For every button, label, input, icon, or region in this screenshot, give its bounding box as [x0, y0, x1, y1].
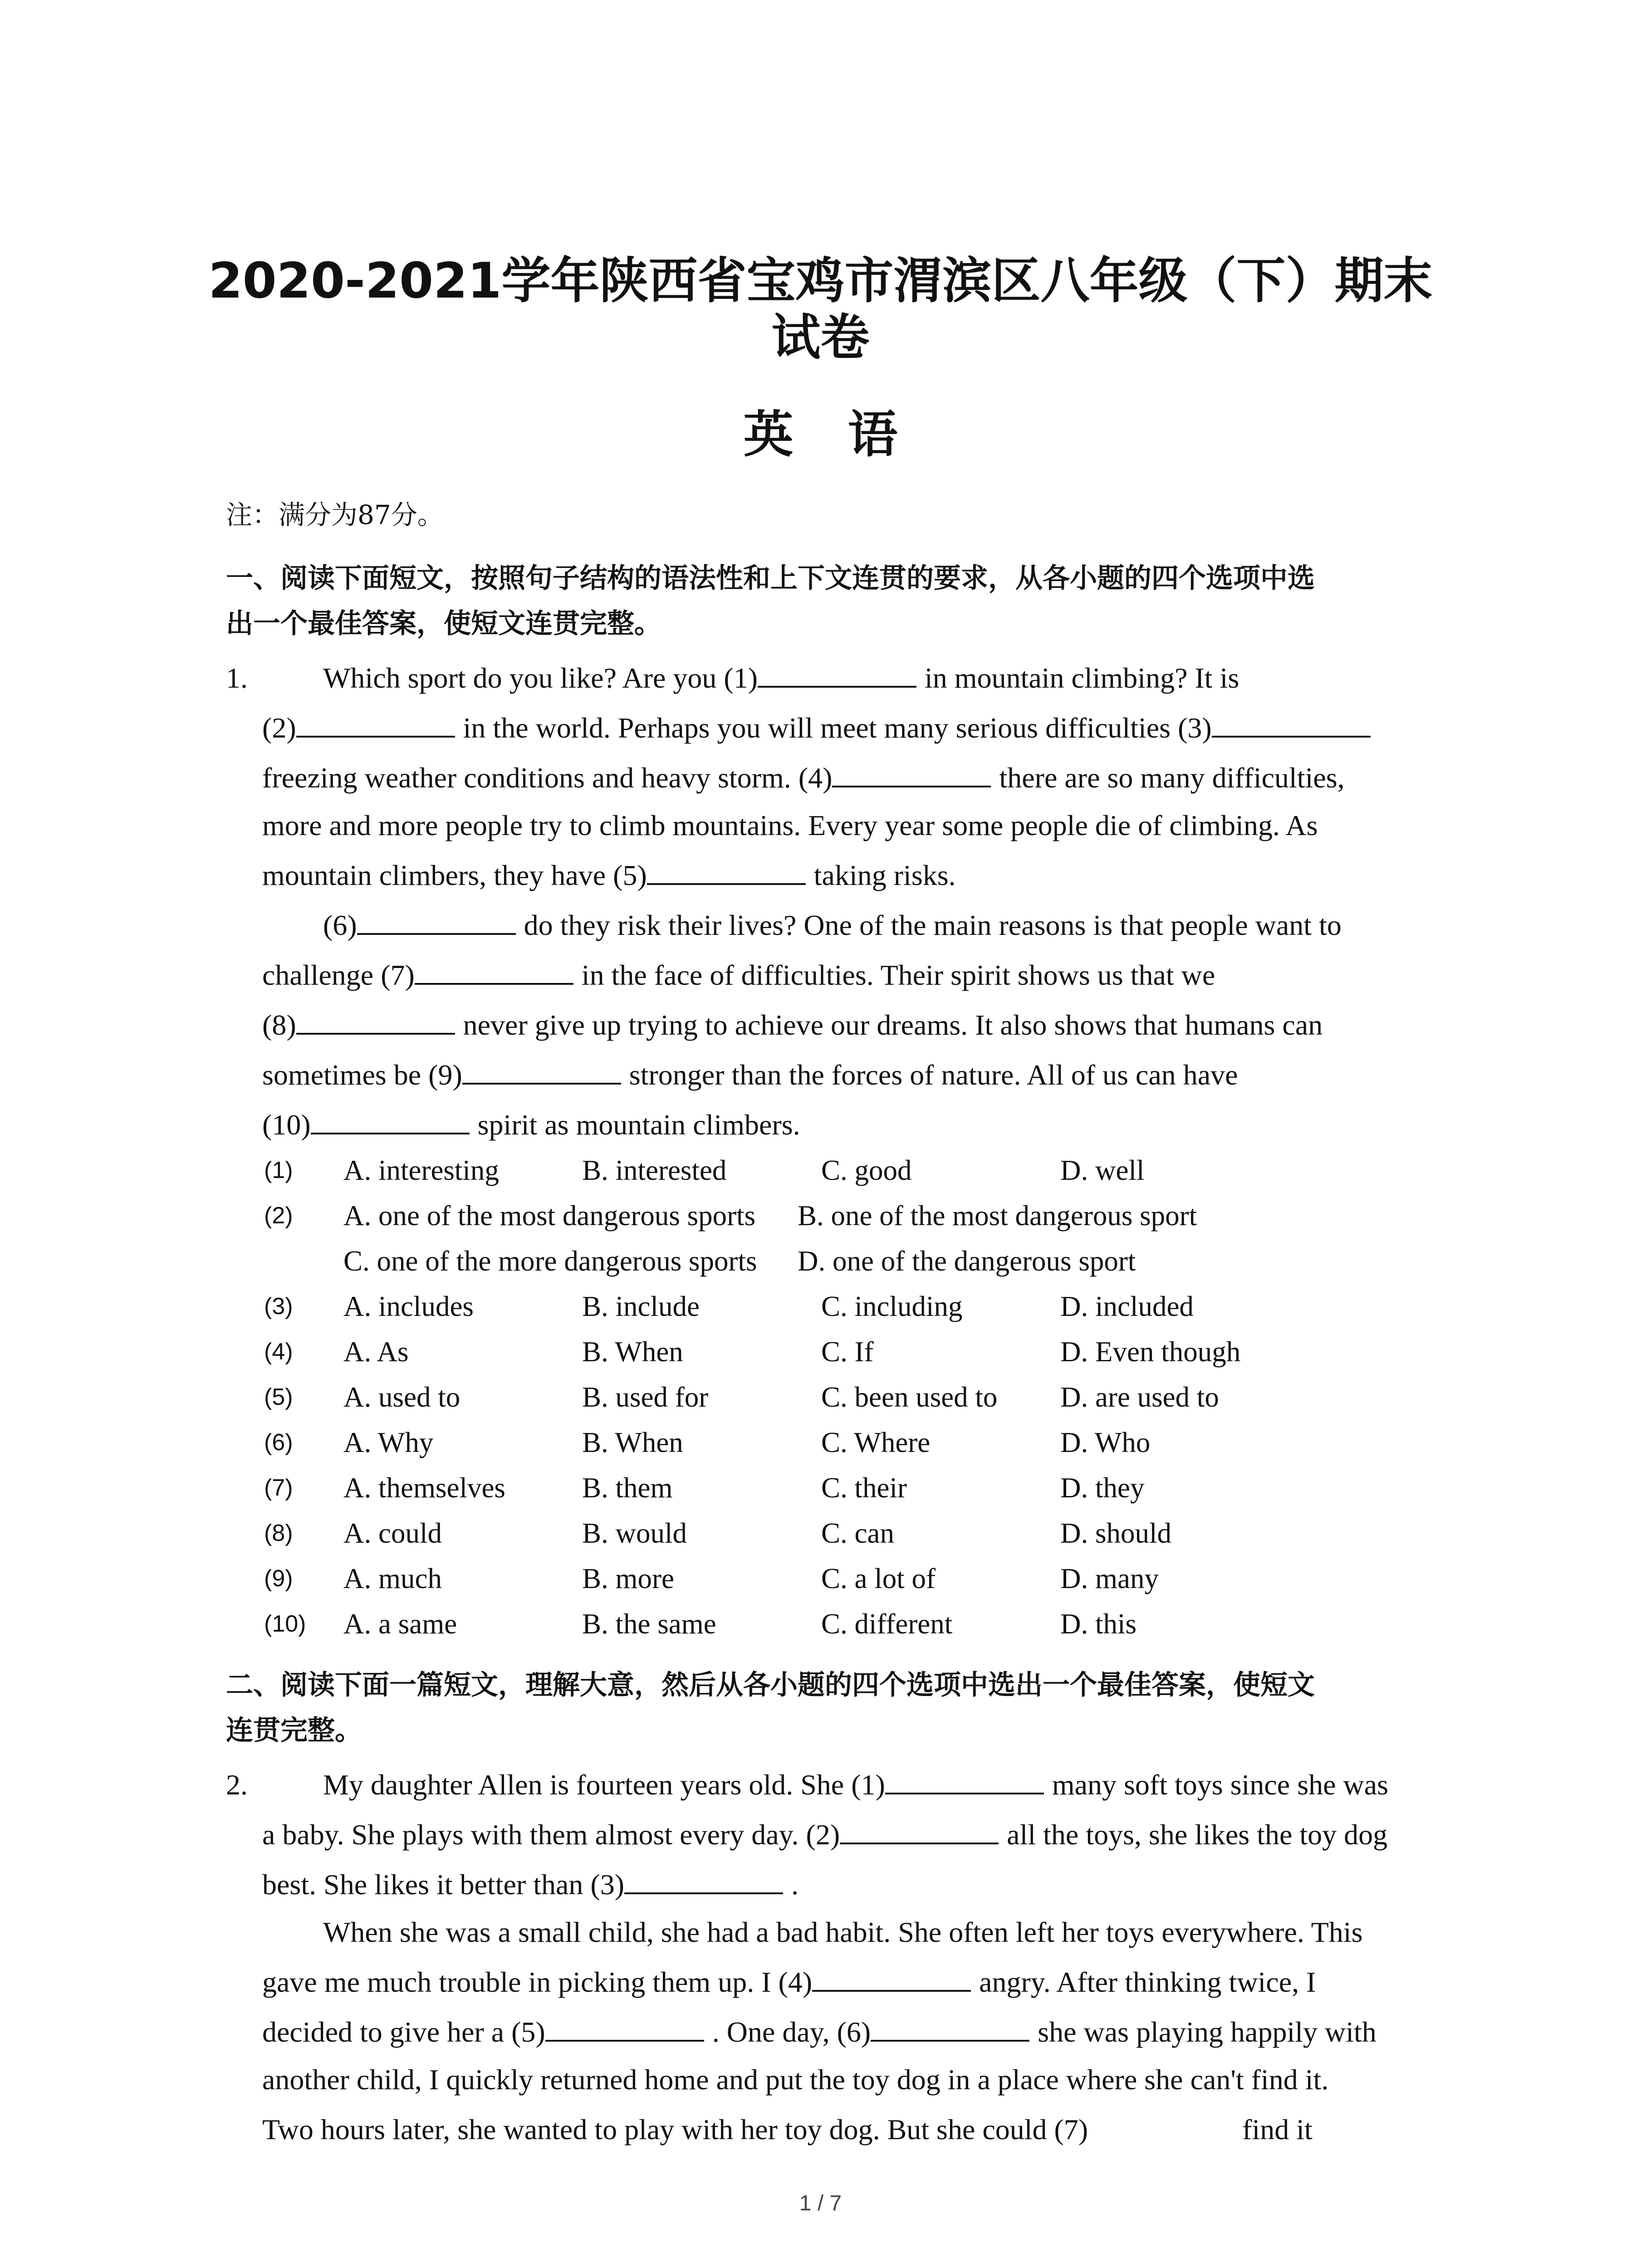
answer-blank — [311, 1107, 470, 1134]
section1-heading-line2: 出一个最佳答案，使短文连贯完整。 — [226, 608, 661, 640]
option-d: D. should — [1060, 1517, 1172, 1549]
section2-heading-line2: 连贯完整。 — [226, 1715, 362, 1746]
passage-line — [262, 1860, 798, 1910]
option-d: D. one of the dangerous sport — [798, 1245, 1136, 1277]
answer-blank — [624, 1867, 783, 1894]
option-d: D. Even though — [1060, 1336, 1241, 1368]
answer-blank — [357, 908, 516, 935]
passage-text: mountain climbers, they have (5) — [262, 859, 647, 891]
passage-line: more and more people try to climb mountains. Every year some people die of climbing. As — [262, 809, 1318, 841]
option-b: B. more — [582, 1563, 674, 1594]
passage-line — [262, 2007, 1376, 2057]
passage-text: gave me much trouble in picking them up. I (4) — [262, 1966, 813, 1998]
score-note: 注：满分为87分。 — [226, 499, 444, 530]
section2-heading-line1: 二、阅读下面一篇短文，理解大意，然后从各小题的四个选项中选出一个最佳答案，使短文 — [226, 1669, 1315, 1701]
passage-line: another child, I quickly returned home and put the toy dog in a place where she can't find it. — [262, 2063, 1329, 2096]
option-number: (10) — [264, 1611, 306, 1637]
passage-line — [323, 900, 1342, 950]
option-number: (5) — [264, 1384, 293, 1410]
answer-blank — [758, 660, 916, 688]
passage-text: best. She likes it better than (3) — [262, 1868, 625, 1901]
passage-line — [262, 703, 1379, 753]
option-b: B. When — [582, 1427, 683, 1458]
option-c: C. Where — [821, 1427, 931, 1458]
option-c: C. different — [821, 1608, 953, 1640]
passage-text: spirit as mountain climbers. — [477, 1109, 800, 1141]
option-a: A. a same — [343, 1608, 457, 1640]
passage-line — [262, 850, 956, 900]
passage-text: (10) — [262, 1109, 311, 1141]
question-number: 2. — [226, 1769, 248, 1801]
passage-line — [262, 1957, 1316, 2007]
passage-text: in the face of difficulties. Their spirit shows us that we — [581, 959, 1215, 991]
passage-text: (8) — [262, 1009, 296, 1041]
passage-line — [262, 950, 1215, 1000]
answer-blank — [840, 1817, 999, 1844]
passage-text: Two hours later, she wanted to play with her toy dog. But she could (7) — [262, 2113, 1088, 2146]
option-a: A. interesting — [343, 1154, 499, 1186]
option-b: B. the same — [582, 1608, 716, 1640]
option-c: C. a lot of — [821, 1563, 936, 1594]
option-number: (7) — [264, 1475, 293, 1501]
option-b: B. would — [582, 1517, 687, 1549]
passage-text: in mountain climbing? It is — [925, 662, 1239, 694]
option-a: A. includes — [343, 1290, 474, 1322]
exam-title-line1: 2020-2021学年陕西省宝鸡市渭滨区八年级（下）期末 — [208, 253, 1433, 309]
section1-heading-line1: 一、阅读下面短文，按照句子结构的语法性和上下文连贯的要求，从各小题的四个选项中选 — [226, 562, 1315, 594]
option-a: A. one of the most dangerous sports — [343, 1200, 756, 1232]
answer-blank — [832, 760, 991, 787]
passage-text: freezing weather conditions and heavy storm. (4) — [262, 762, 833, 794]
option-number: (4) — [264, 1339, 293, 1365]
option-b: B. used for — [582, 1381, 709, 1413]
passage-text: stronger than the forces of nature. All of us can have — [629, 1059, 1238, 1091]
option-a: A. Why — [343, 1427, 434, 1458]
option-d: D. are used to — [1060, 1381, 1219, 1413]
passage-line — [323, 1760, 1388, 1810]
option-d: D. well — [1060, 1154, 1145, 1186]
passage-line — [323, 653, 1239, 703]
option-c: C. one of the more dangerous sports — [343, 1245, 757, 1277]
option-a: A. themselves — [343, 1472, 505, 1504]
option-d: D. included — [1060, 1290, 1194, 1322]
answer-blank — [296, 710, 455, 738]
option-number: (6) — [264, 1429, 293, 1456]
passage-text: Which sport do you like? Are you (1) — [323, 662, 758, 694]
subject-heading: 英语 — [743, 405, 952, 464]
option-c: C. including — [821, 1290, 963, 1322]
passage-text: challenge (7) — [262, 959, 415, 991]
passage-text: (6) — [323, 909, 357, 941]
option-b: B. one of the most dangerous sport — [798, 1200, 1197, 1232]
answer-blank — [871, 2014, 1029, 2042]
option-b: B. When — [582, 1336, 683, 1368]
option-c: C. If — [821, 1336, 874, 1368]
passage-text: . One day, (6) — [712, 2016, 871, 2048]
passage-line — [262, 1050, 1238, 1100]
option-d: D. many — [1060, 1563, 1159, 1594]
option-c: C. good — [821, 1154, 912, 1186]
passage-text: angry. After thinking twice, I — [979, 1966, 1316, 1998]
passage-text: never give up trying to achieve our dreams. It also shows that humans can — [463, 1009, 1323, 1041]
page-number: 1 / 7 — [799, 2191, 842, 2215]
passage-text: find it — [1242, 2113, 1313, 2146]
passage-text: all the toys, she likes the toy dog — [1007, 1818, 1388, 1851]
answer-blank — [415, 958, 573, 985]
option-d: D. Who — [1060, 1427, 1151, 1458]
passage-text: many soft toys since she was — [1052, 1769, 1389, 1801]
passage-line — [262, 1000, 1323, 1050]
passage-text: sometimes be (9) — [262, 1059, 462, 1091]
answer-blank — [885, 1767, 1044, 1794]
option-number: (2) — [264, 1202, 293, 1229]
question-number: 1. — [226, 662, 248, 694]
option-c: C. been used to — [821, 1381, 998, 1413]
passage-text: she was playing happily with — [1038, 2016, 1376, 2048]
passage-text: (2) — [262, 712, 296, 744]
passage-text: . — [791, 1868, 799, 1901]
option-d: D. they — [1060, 1472, 1145, 1504]
option-c: C. can — [821, 1517, 894, 1549]
passage-text: there are so many difficulties, — [999, 762, 1345, 794]
option-b: B. include — [582, 1290, 700, 1322]
option-a: A. much — [343, 1563, 442, 1594]
answer-blank — [647, 858, 806, 885]
passage-line — [262, 1810, 1387, 1860]
answer-blank — [812, 1965, 971, 1992]
passage-line — [262, 2105, 1313, 2155]
option-number: (3) — [264, 1293, 293, 1320]
option-c: C. their — [821, 1472, 907, 1504]
option-a: A. used to — [343, 1381, 460, 1413]
passage-line: When she was a small child, she had a bad habit. She often left her toys everywhere. This — [323, 1916, 1363, 1948]
option-a: A. could — [343, 1517, 442, 1549]
passage-line — [262, 753, 1345, 803]
option-b: B. them — [582, 1472, 673, 1504]
passage-text: My daughter Allen is fourteen years old. She (1) — [323, 1769, 885, 1801]
option-number: (1) — [264, 1157, 293, 1183]
answer-blank — [462, 1057, 621, 1085]
passage-text: taking risks. — [813, 859, 956, 891]
option-number: (9) — [264, 1565, 293, 1592]
option-number: (8) — [264, 1520, 293, 1546]
answer-blank — [545, 2014, 704, 2042]
answer-blank — [1212, 710, 1371, 738]
passage-text: do they risk their lives? One of the main reasons is that people want to — [524, 909, 1342, 941]
exam-title-line2: 试卷 — [771, 309, 870, 366]
option-b: B. interested — [582, 1154, 727, 1186]
passage-text: in the world. Perhaps you will meet many serious difficulties (3) — [463, 712, 1212, 744]
option-d: D. this — [1060, 1608, 1137, 1640]
passage-text: a baby. She plays with them almost every day. (2) — [262, 1818, 840, 1851]
answer-blank — [296, 1007, 455, 1035]
passage-line — [262, 1100, 800, 1150]
passage-text: decided to give her a (5) — [262, 2016, 545, 2048]
option-a: A. As — [343, 1336, 409, 1368]
